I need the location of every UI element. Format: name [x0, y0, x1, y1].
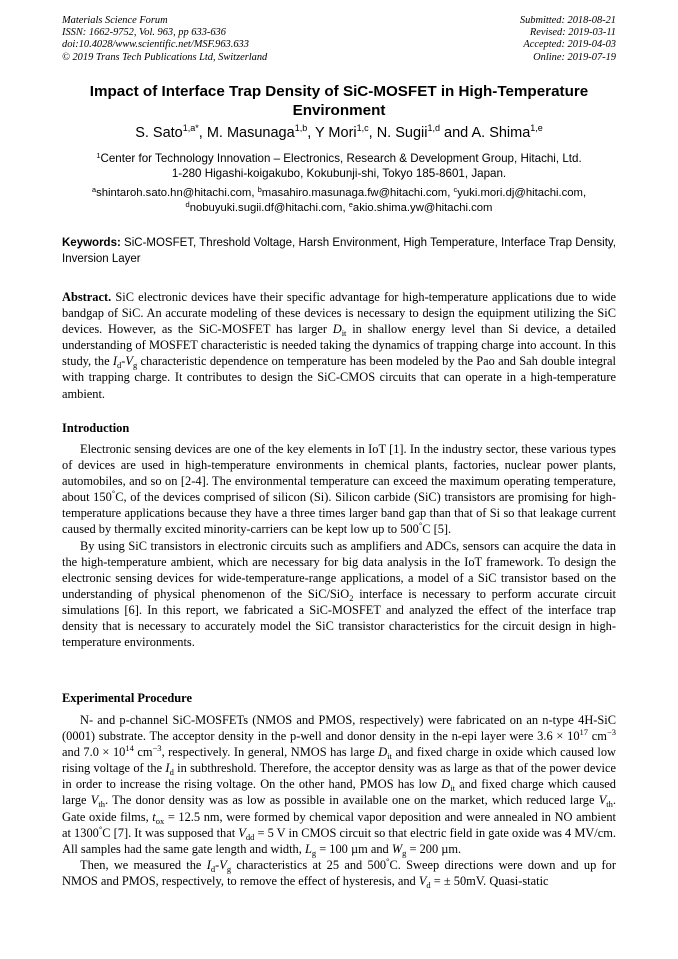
paragraph: By using SiC transistors in electronic circuits such as amplifiers and ADCs, sensors can acquire the data in the high-temperature ambient, which are necessary for big data analysis in the IoT framework. To design the electronic sensing devices for wide-temperature-range applications, a model of a SiC transistor based on the understanding of physical phenomenon of the SiC/SiO$_2$ interface is necessary to perform accurate circuit simulations [6]. In this report, we fabricated a SiC-MOSFET and analyzed the effect of the interface trap density that is necessary to accurately model the SiC transistor characteristics for the circuit design in high-temperature environments.	[62, 538, 616, 650]
email-link[interactable]: nobuyuki.sugii.df@hitachi.com,	[189, 201, 349, 214]
email-link[interactable]: akio.shima.yw@hitachi.com	[352, 201, 493, 214]
paragraph: Electronic sensing devices are one of the key elements in IoT [1]. In the industry sector, these various types of devices are used in high-temperature environments in chemical plants, factories, nuclear power plants, automobiles, and so on [2-4]. The environmental temperature can exceed the maximum operating temperature, about 150°C, of the devices comprised of silicon (Si). Silicon carbide (SiC) transistors are promising for high-temperature applications because they have a three times larger band gap than that of Si so that leakage current caused by thermally excited minority-carriers can be kept low up to 500°C [5].	[62, 442, 616, 537]
keywords-label: Keywords:	[62, 237, 121, 249]
author-affil-mark: 1,a*	[182, 123, 199, 133]
copyright: © 2019 Trans Tech Publications Ltd, Switzerland	[62, 51, 268, 63]
author-list	[62, 124, 616, 142]
section-heading-introduction: Introduction	[62, 421, 130, 435]
author-name: , M. Masunaga	[198, 125, 295, 141]
author-name: and A. Shima	[440, 125, 531, 141]
affiliation-line-2: 1-280 Higashi-koigakubo, Kokubunji-shi, Tokyo 185-8601, Japan.	[171, 167, 507, 180]
abstract-label: Abstract.	[62, 290, 112, 304]
author-affil-mark: 1,e	[530, 123, 543, 133]
section-heading-experimental: Experimental Procedure	[62, 691, 192, 705]
author-emails	[62, 186, 616, 215]
affiliation-line-1: $^1$Center for Technology Innovation – Electronics, Research & Development Group, Hitachi, Ltd.	[96, 151, 582, 165]
revised-date: Revised: 2019-03-11	[529, 27, 616, 39]
experimental-text	[62, 712, 616, 889]
keywords	[62, 235, 616, 267]
paragraph: Then, we measured the $I_d-V_g$ characteristics at 25 and 500°C. Sweep directions were down and up for NMOS and PMOS, respectively, to remove the effect of hysteresis, and $V_d$ = ± 50mV. Quasi-static	[62, 855, 616, 890]
author-affil-mark: 1,c	[356, 123, 369, 133]
abstract: Abstract. SiC electronic devices have their specific advantage for high-temperature applications due to wide bandgap of SiC. An accurate modeling of these devices is necessary to design the equipment utilizing the SiC devices. However, as the SiC-MOSFET has larger $D_{it}$ in shallow energy level than Si device, a detailed understanding of MOSFET characteristic is needed taking the dynamics of trapping charge into account. In this study, the $I_d-V_g$ characteristic dependence on temperature has been modeled by the Pao and Sah double integral with trapping charge. It contributes to design the SiC-CMOS circuits that can operate in a high-temperature ambient.	[62, 290, 616, 401]
online-date: Online: 2019-07-19	[533, 51, 616, 63]
author-affil-mark: 1,d	[427, 123, 441, 133]
introduction-text	[62, 441, 616, 650]
journal-info	[62, 15, 267, 64]
email-link[interactable]: shintaroh.sato.hn@hitachi.com,	[96, 187, 258, 199]
doi[interactable]: doi:10.4028/www.scientific.net/MSF.963.633	[62, 39, 249, 51]
email-line-2: $^d$nobuyuki.sugii.df@hitachi.com, $^e$akio.shima.yw@hitachi.com	[185, 199, 493, 214]
keywords-text: SiC-MOSFET, Threshold Voltage, Harsh Environment, High Temperature, Interface Trap Density, Inversion Layer	[62, 237, 616, 265]
author-name: S. Sato	[135, 125, 183, 141]
paper-title: Impact of Interface Trap Density of SiC-MOSFET in High-Temperature Environment	[89, 83, 589, 119]
email-link[interactable]: masahiro.masunaga.fw@hitachi.com,	[261, 187, 454, 199]
accepted-date: Accepted: 2019-04-03	[523, 39, 616, 51]
publication-dates	[520, 15, 616, 64]
submitted-date: Submitted: 2018-08-21	[519, 15, 616, 26]
author-name: , N. Sugii	[368, 125, 428, 141]
author-name: , Y Mori	[307, 125, 357, 141]
affiliation	[62, 151, 616, 181]
author-affil-mark: 1,b	[294, 123, 308, 133]
paragraph: N- and p-channel SiC-MOSFETs (NMOS and PMOS, respectively) were fabricated on an n-type 4H-SiC (0001) substrate. The acceptor density in the p-well and donor density in the n-epi layer were $3.6 \times 10^{17}$ $cm^{-3}$ and $7.0 \times 10^{14}$ $cm^{-3}$, respectively. In general, NMOS has large $D_{it}$ and fixed charge in oxide which caused low rising voltage of the $I_d$ in subthreshold. Therefore, the acceptor density was as large as that of the power device in order to increase the rising voltage. On the other hand, PMOS has low $D_{it}$ and fixed charge which caused large $V_{th}$. The donor density was as low as possible in available one on the market, which reduced large $V_{th}$. Gate oxide films, $t_{ox} = 12.5$ nm, were formed by chemical vapor deposition and were annealed in NO ambient at 1300°C [7]. It was supposed that $V_{dd} = 5$ V in CMOS circuit so that electric field in gate oxide was 4 MV/cm. All samples had the same gate length and width, $L_g = 100$ µm and $W_g = 200$ µm.	[62, 713, 617, 858]
journal-name: Materials Science Forum	[62, 15, 168, 26]
email-link[interactable]: yuki.mori.dj@hitachi.com,	[457, 187, 587, 199]
issn: ISSN: 1662-9752, Vol. 963, pp 633-636	[62, 27, 226, 39]
email-line-1: $^a$shintaroh.sato.hn@hitachi.com, $^b$masahiro.masunaga.fw@hitachi.com, $^c$yuki.mori.dj@hitachi.com,	[91, 185, 587, 199]
